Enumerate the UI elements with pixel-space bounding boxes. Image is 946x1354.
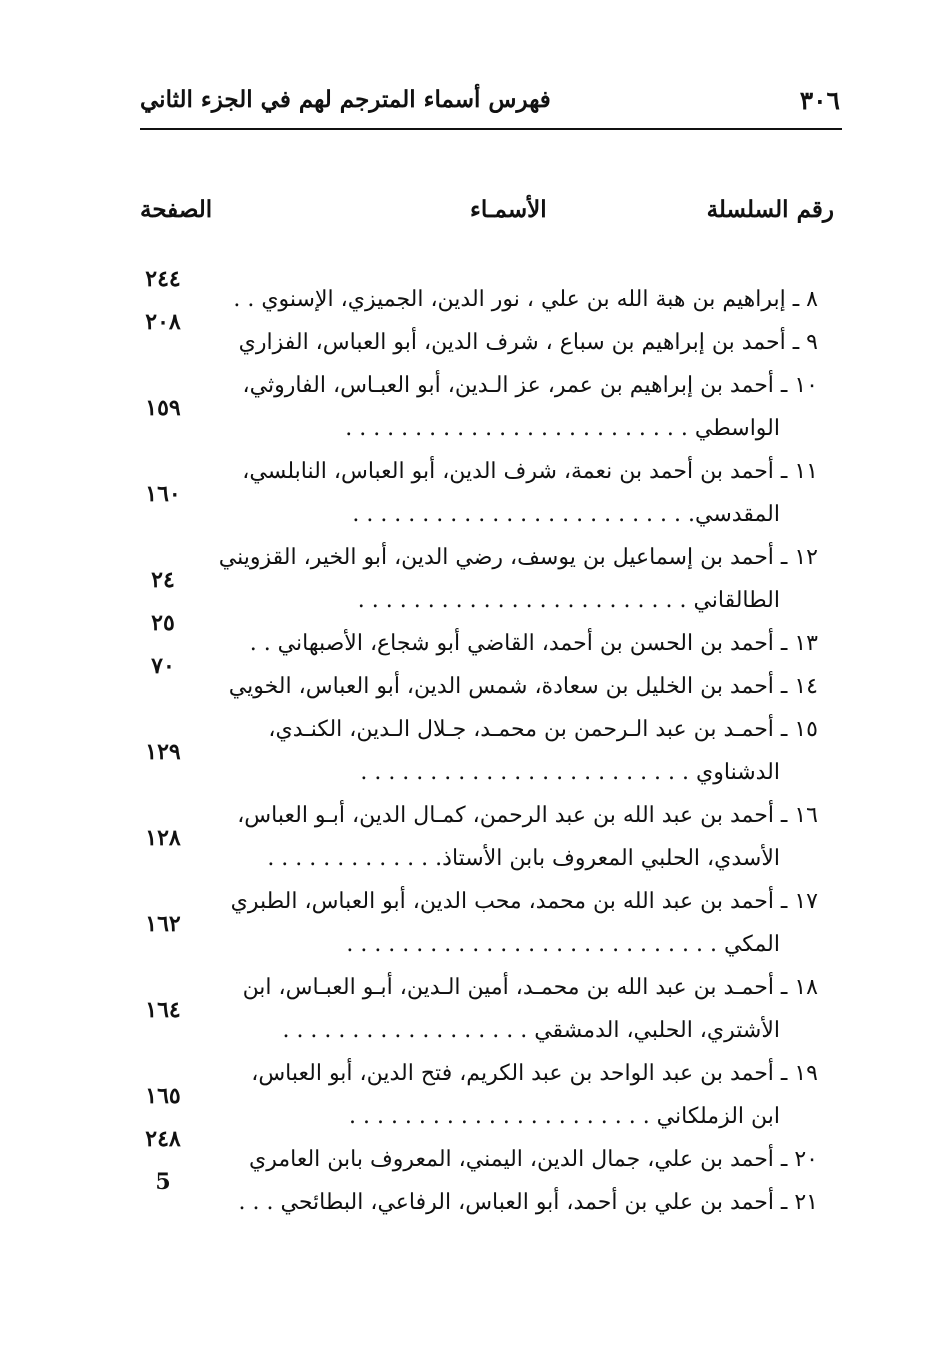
index-line [0, 653, 946, 708]
entry-page: ٢٤٤ [145, 266, 181, 292]
entry-page: ١٦٤ [145, 997, 181, 1023]
entry-text: ١٢ ـ أحمد بن إسماعيل بن يوسف، رضي الدين، أبو الخير، القزويني [218, 545, 818, 570]
entry-page: ٧٠ [151, 653, 175, 679]
running-head [134, 86, 846, 130]
header-rule [140, 128, 842, 130]
entry-page: ٢٤ [151, 567, 175, 593]
running-title: فهرس أسماء المترجم لهم في الجزء الثاني [140, 86, 551, 113]
entry-text-continued: الأسدي، الحلبي المعروف بابن الأستاذ. . . . . . . . . . . . . [267, 846, 780, 871]
index-line [0, 481, 946, 536]
index-entries [0, 266, 946, 1224]
index-line [0, 911, 946, 966]
entry-text: ٩ ـ أحمد بن إبراهيم بن سباع ، شرف الدين، أبو العباس، الفزاري [238, 330, 818, 355]
entry-page: ٢٥ [151, 610, 175, 636]
entry-text: ١١ ـ أحمد بن أحمد بن نعمة، شرف الدين، أبو العباس، النابلسي، [242, 459, 818, 484]
entry-page: ١٢٩ [145, 739, 181, 765]
entry-text-continued: المكي . . . . . . . . . . . . . . . . . . . . . . . . . . . [346, 932, 780, 957]
entry-page: ٢٠٨ [145, 309, 181, 335]
entry-text-continued: الطالقاني . . . . . . . . . . . . . . . . . . . . . . . . [357, 588, 780, 613]
index-line [0, 997, 946, 1052]
entry-text: ٨ ـ إبراهيم بن هبة الله بن علي ، نور الدين، الجميزي، الإسنوي . . [233, 287, 818, 312]
entry-text: ٢١ ـ أحمد بن علي بن أحمد، أبو العباس، الرفاعي، البطائحي . . . [238, 1190, 818, 1215]
index-line [0, 739, 946, 794]
entry-text: ١٧ ـ أحمد بن عبد الله بن محمد، محب الدين، أبو العباس، الطبري [230, 889, 818, 914]
entry-page: ١٢٨ [145, 825, 181, 851]
entry-page: ١٦٥ [145, 1083, 181, 1109]
entry-text: ١٣ ـ أحمد بن الحسن بن أحمد، القاضي أبو شجاع، الأصبهاني . . [249, 631, 818, 656]
page-number: ٣٠٦ [799, 86, 840, 115]
index-line [0, 395, 946, 450]
entry-page: ١٦٢ [145, 911, 181, 937]
index-line [0, 1169, 946, 1224]
entry-page: ١٦٠ [145, 481, 181, 507]
entry-text: ١٩ ـ أحمد بن عبد الواحد بن عبد الكريم، فتح الدين، أبو العباس، [251, 1061, 818, 1086]
entry-text-continued: الأشتري، الحلبي، الدمشقي . . . . . . . . . . . . . . . . . . [282, 1018, 780, 1043]
entry-text-continued: الدشناوي . . . . . . . . . . . . . . . . . . . . . . . . [360, 760, 780, 785]
index-line [0, 309, 946, 364]
entry-text: ١٥ ـ أحمـد بن عبد الـرحمن بن محمـد، جـلال الـدين، الكنـدي، [268, 717, 818, 742]
entry-text: ١٤ ـ أحمد بن الخليل بن سعادة، شمس الدين، أبو العباس، الخويي [228, 674, 818, 699]
entry-text-continued: ابن الزملكاني . . . . . . . . . . . . . . . . . . . . . . [348, 1104, 780, 1129]
column-header-page: الصفحة [140, 196, 213, 223]
column-header-serial: رقم السلسلة [706, 196, 834, 223]
entry-text-continued: الواسطي . . . . . . . . . . . . . . . . . . . . . . . . . [345, 416, 780, 441]
entry-page: ٢٤٨ [145, 1126, 181, 1152]
entry-page: 5 [155, 1169, 171, 1195]
entry-text: ١٦ ـ أحمد بن عبد الله بن عبد الرحمن، كمـال الدين، أبـو العباس، [237, 803, 818, 828]
entry-text: ١٠ ـ أحمد بن إبراهيم بن عمر، عز الـدين، أبو العبـاس، الفاروثي، [242, 373, 818, 398]
column-header-names: الأسمـاء [470, 196, 547, 223]
entry-text: ١٨ ـ أحمـد بن عبد الله بن محمـد، أمين الـدين، أبـو العبـاس، ابن [242, 975, 818, 1000]
index-line [0, 825, 946, 880]
entry-page: ١٥٩ [145, 395, 181, 421]
entry-text: ٢٠ ـ أحمد بن علي، جمال الدين، اليمني، المعروف بابن العامري [249, 1147, 818, 1172]
entry-text-continued: المقدسي. . . . . . . . . . . . . . . . . . . . . . . . . [352, 502, 780, 527]
